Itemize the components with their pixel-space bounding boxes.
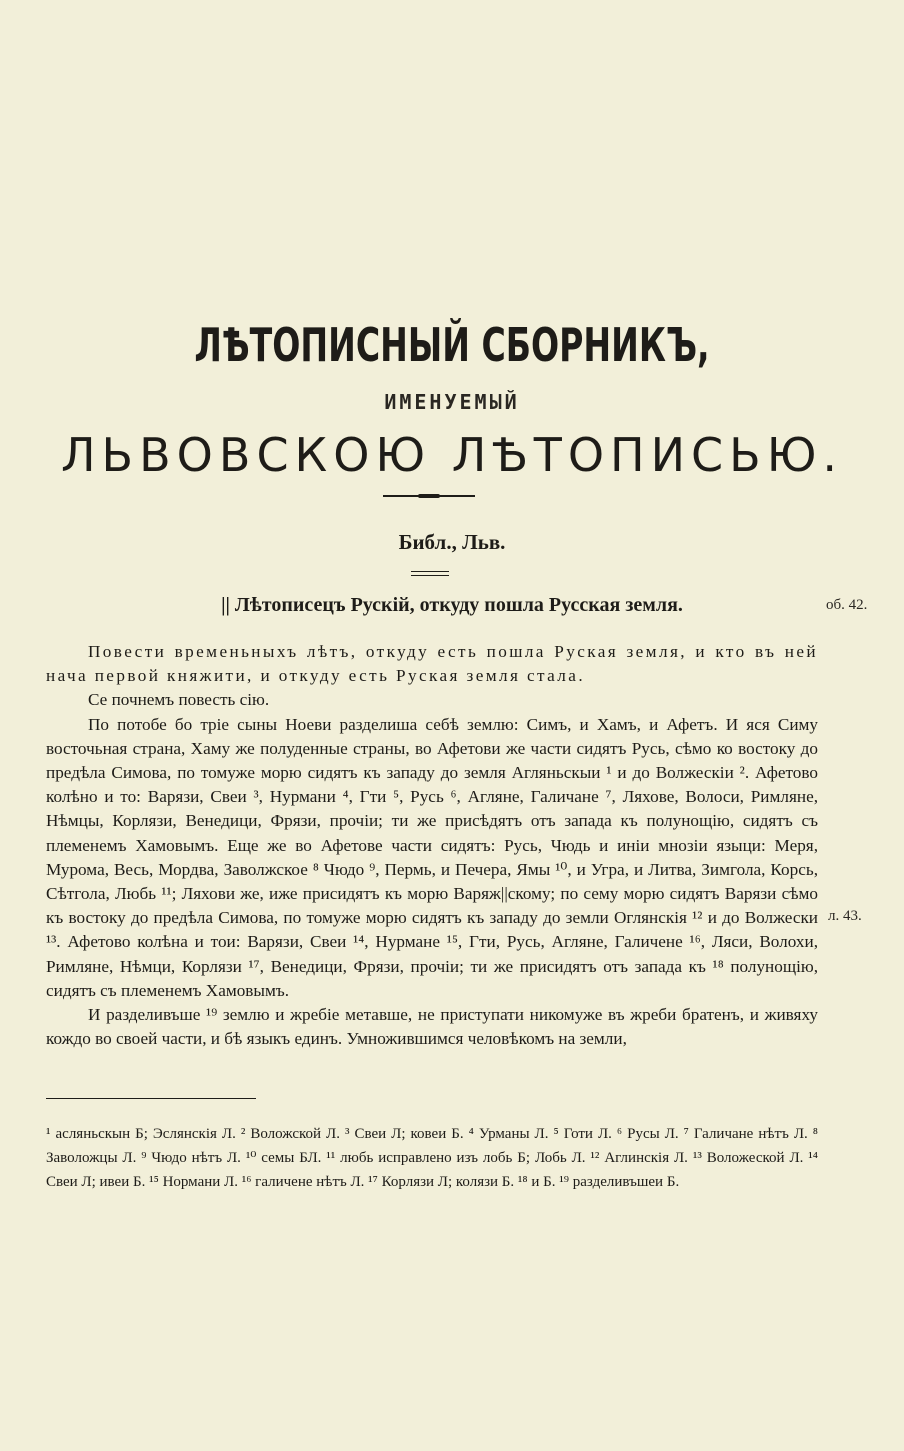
footnote-divider <box>46 1098 256 1099</box>
chapter-heading: || Лѣтописецъ Рускій, откуду пошла Русская земля. <box>221 594 683 616</box>
double-rule-top <box>411 571 449 572</box>
library-label: Библ., Льв. <box>398 530 506 554</box>
big-title: ЛЬВОВСКОЮ ЛѢТОПИСЬЮ. <box>60 428 844 482</box>
body-text <box>46 640 818 1051</box>
paragraph-3: По потобе бо тріе сыны Ноеви разделиша себѣ землю: Симъ, и Хамъ, и Афетъ. И яся Симу восточьная страна, Хаму же полуденные страны, во Афетови же части сидятъ Русь, сѣмо ко востоку до предѣла Симова, по томуже морю сидятъ къ западу до земля Агляньскыи ¹ и до Волжескіи ². Афетово колѣно и то: Варязи, Свеи ³, Нурмани ⁴, Гти ⁵, Русь ⁶, Агляне, Галичане ⁷, Ляхове, Волоси, Римляне, Нѣмцы, Корлязи, Венедици, Фрязи, прочіи; ти же присѣдятъ отъ запада къ полунощію, сидятъ съ племенемъ Хамовымъ. Еще же во Афетове части сидятъ: Русь, Чюдь и иніи мнозіи языци: Меря, Мурома, Весь, Мордва, Заволжское ⁸ Чюдо ⁹, Пермь, и Печера, Ямы ¹⁰, и Угра, и Литва, Зимгола, Корсь, Сѣтгола, Любь ¹¹; Ляхови же, иже присидятъ къ морю Варяж||скому; по сему морю сидятъ Варязи сѣмо къ востоку до предѣла Симова, по томуже морю сидятъ къ западу до земли Оглянскія ¹² и до Волжески ¹³. Афетово колѣна и тои: Варязи, Свеи ¹⁴, Нурмане ¹⁵, Гти, Русь, Агляне, Галичене ¹⁶, Ляси, Волохи, Римляне, Нѣмци, Корлязи ¹⁷, Венедици, Фрязи, прочіи; ти же присидятъ отъ запада къ ¹⁸ полунощію, сидятъ съ племенемъ Хамовымъ. <box>46 714 818 1000</box>
margin-note-2: л. 43. <box>828 908 862 924</box>
paragraph-4: И разделивъше ¹⁹ землю и жребіе метавше, не приступати никомуже въ жреби братенъ, и живяху кождо во своей части, и бѣ языкъ единъ. Умножившимся человѣкомъ на земли, <box>46 1005 818 1049</box>
main-title: ЛѢТОПИСНЫЙ СБОРНИКЪ, <box>194 318 710 372</box>
paragraph-2: Се почнемъ повесть сію. <box>88 690 270 710</box>
margin-note-1: об. 42. <box>826 597 868 613</box>
ornamental-rule-center <box>418 494 440 498</box>
footnotes: ¹ асляньскын Б; Эслянскія Л. ² Воложской Л. ³ Свеи Л; ковеи Б. ⁴ Урманы Л. ⁵ Готи Л. ⁶ Русы Л. ⁷ Галичане нѣтъ Л. ⁸ Заволожцы Л. ⁹ Чюдо нѣтъ Л. ¹⁰ семы БЛ. ¹¹ любь исправлено изъ лобь Б; Лобь Л. ¹² Аглинскія Л. ¹³ Воложеской Л. ¹⁴ Свеи Л; ивеи Б. ¹⁵ Нормани Л. ¹⁶ галичене нѣтъ Л. ¹⁷ Корлязи Л; колязи Б. ¹⁸ и Б. ¹⁹ разделивъшеи Б. <box>46 1126 818 1190</box>
double-rule-bottom <box>411 575 449 576</box>
subtitle: ИМЕНУЕМЫЙ <box>384 390 520 414</box>
paragraph-1: Повести временьныхъ лѣтъ, откуду есть пошла Руская земля, и кто въ ней нача первой княжити, и откуду есть Руская земля стала. <box>46 642 818 686</box>
